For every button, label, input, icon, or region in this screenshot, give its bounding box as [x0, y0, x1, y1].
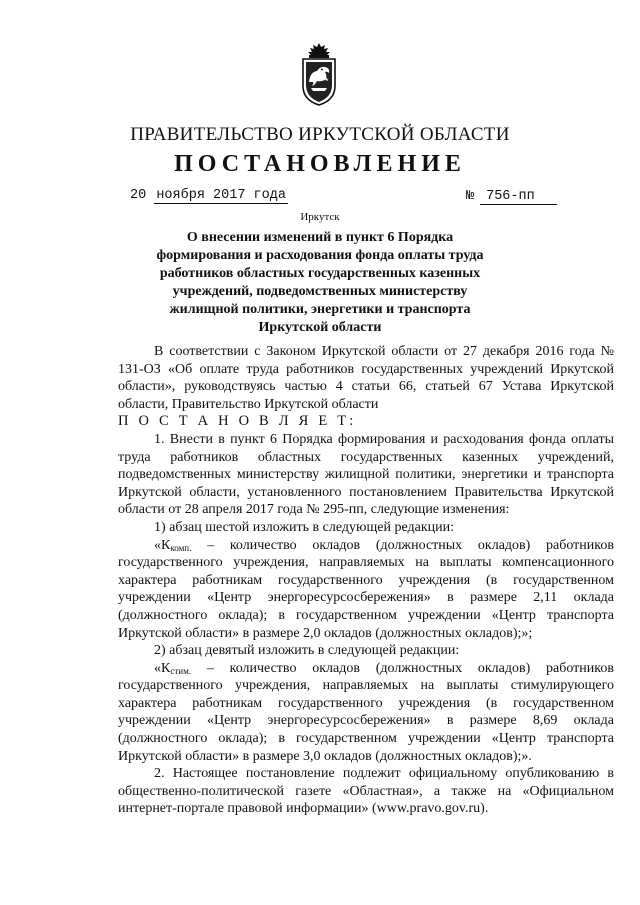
city: Иркутск	[300, 211, 340, 223]
document-type: ПОСТАНОВЛЕНИЕ	[174, 151, 466, 177]
subitem-1-text	[118, 537, 614, 643]
subitem-2-intro: 2) абзац девятый изложить в следующей редакции:	[154, 643, 460, 659]
subitem-1-body: – количество окладов (должностных окладов) работников государственного учреждения, направляемых на выплаты компенсационного характера работникам государственного учреждения (в государственном учреждении «Центр энергоресурсосбережения» в размере 2,11 оклада (должностного оклада); в государственном учреждении «Центр транспорта Иркутской области» в размере 2,0 окладов (должностных окладов);»;	[118, 537, 614, 641]
number-label: №	[466, 189, 475, 204]
resolves-heading: П О С Т А Н О В Л Я Е Т:	[118, 413, 357, 430]
k-subscript: стим.	[170, 665, 192, 676]
k-symbol: «К	[154, 660, 171, 676]
date-month-year: ноября 2017 года	[156, 188, 286, 203]
item-2-paragraph: 2. Настоящее постановление подлежит официальному опубликованию в общественно-политической газете «Областная», а также на «Официальном интернет-портале правовой информации» (www.pravo.gov.ru).	[118, 766, 614, 817]
number-value: 756-пп	[480, 189, 557, 205]
subitem-1-intro: 1) абзац шестой изложить в следующей редакции:	[154, 519, 454, 535]
document-body	[118, 343, 614, 818]
subitem-2-body: – количество окладов (должностных окладов) работников государственного учреждения, направляемых на выплаты стимулирующего характера работникам государственного учреждения (в государственном учреждении «Центр энергоресурсосбережения» в размере 8,69 оклада (должностного оклада); в государственном учреждении «Центр транспорта Иркутской области» в размере 3,0 окладов (должностных окладов);».	[118, 660, 614, 764]
document-number	[466, 189, 557, 205]
item-1-paragraph: 1. Внести в пункт 6 Порядка формирования и расходования фонда оплаты труда работников областных государственных казенных учреждений, подведомственных министерству жилищной политики, энергетики и транспорта Иркутской области, установленного постановлением Правительства Иркутской области от 28 апреля 2017 года № 295-пп, следующие изменения:	[118, 431, 614, 518]
date-day: 20	[130, 188, 147, 203]
government-title: ПРАВИТЕЛЬСТВО ИРКУТСКОЙ ОБЛАСТИ	[130, 124, 510, 145]
k-subscript: комп.	[170, 542, 192, 553]
subitem-2-text	[118, 660, 614, 766]
irkutsk-coat-of-arms-icon	[300, 42, 338, 106]
document-date	[130, 188, 288, 203]
document-subject: О внесении изменений в пункт 6 Порядка формирования и расходования фонда оплаты труда работников областных государственных казенных учреждений, подведомственных министерству жилищной политики, энергетики и транспорта Иркутской области	[156, 230, 484, 335]
k-symbol: «К	[154, 537, 171, 553]
preamble-paragraph: В соответствии с Законом Иркутской области от 27 декабря 2016 года № 131-ОЗ «Об оплате труда работников государственных учреждений Иркутской области», руководствуясь частью 4 статьи 66, статьей 67 Устава Иркутской области, Правительство Иркутской области	[118, 344, 614, 412]
